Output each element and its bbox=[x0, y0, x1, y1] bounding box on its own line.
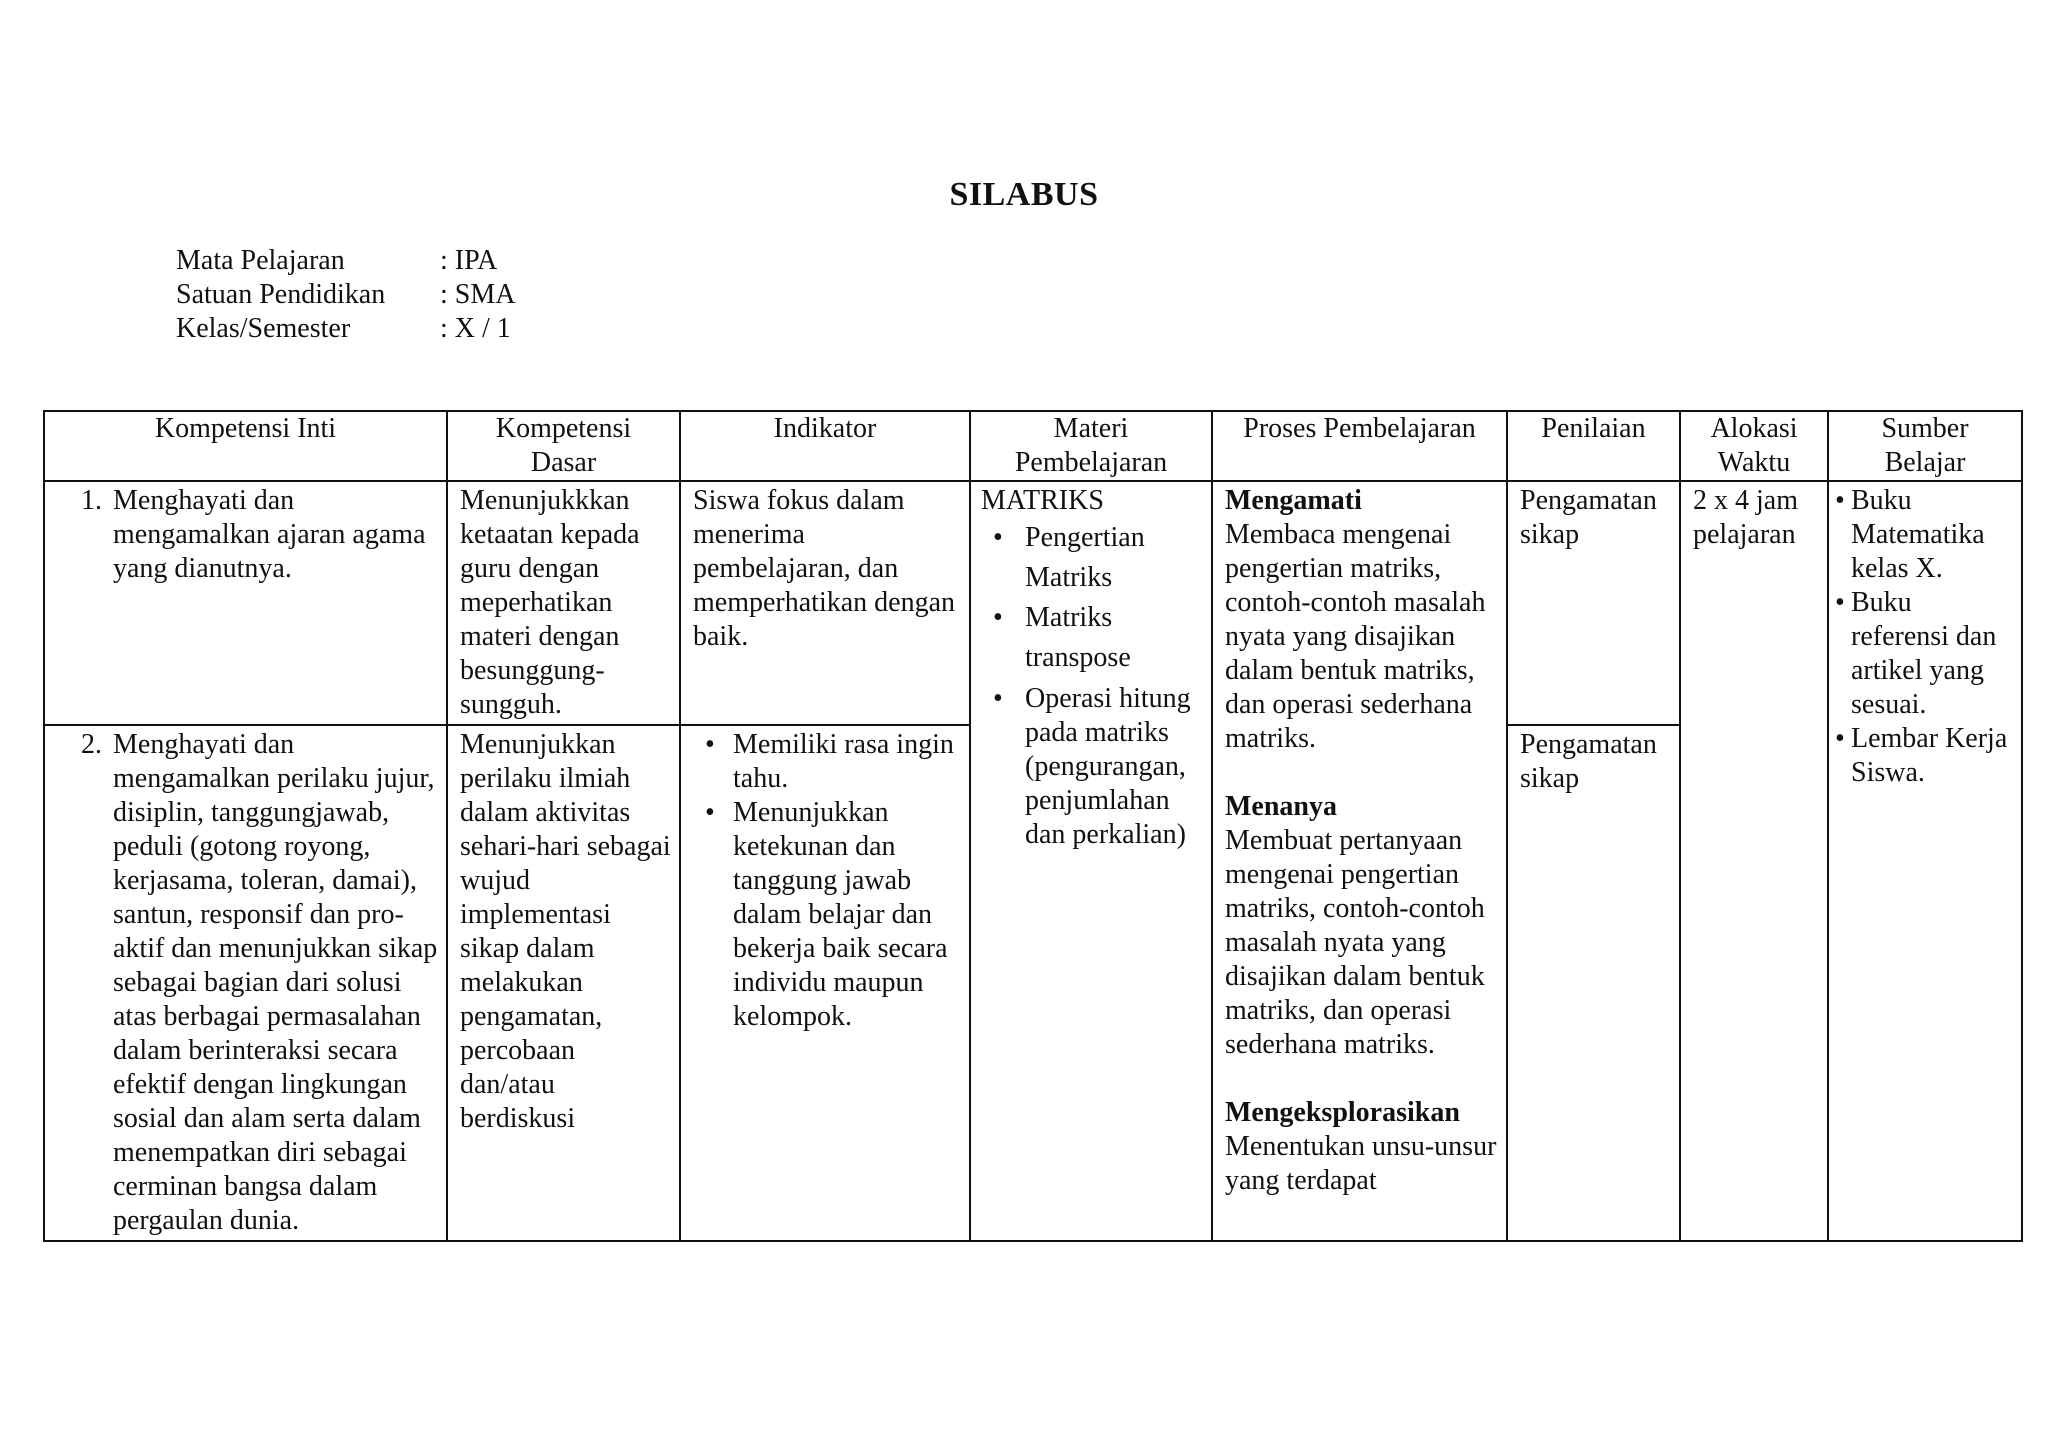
cell-kompetensi-dasar: Menunjukkan perilaku ilmiah dalam aktivitas sehari-hari sebagai wujud implementasi sikap dalam melakukan pengamatan, percobaan dan/atau berdiskusi bbox=[447, 725, 680, 1241]
header-alokasi: Alokasi Waktu bbox=[1680, 411, 1828, 481]
header-penilaian: Penilaian bbox=[1507, 411, 1680, 481]
step-title: Mengeksplorasikan bbox=[1225, 1097, 1460, 1128]
list-item: • Pengertian Matriks bbox=[1025, 518, 1205, 598]
cell-kompetensi-dasar: Menunjukkkan ketaatan kepada guru dengan meperhatikan materi dengan besunggung-sungguh. bbox=[447, 481, 680, 725]
ki-item: 2. Menghayati dan mengamalkan perilaku jujur, disiplin, tanggungjawab, peduli (gotong royong, kerjasama, toleran, damai), santun, responsif dan pro-aktif dan menunjukkan sikap sebagai bagian dari solusi atas berbagai permasalahan dalam berinteraksi secara efektif dengan lingkungan sosial dan alam serta dalam menempatkan diri sebagai cerminan bangsa dalam pergaulan dunia. bbox=[109, 728, 440, 1238]
cell-penilaian: Pengamatan sikap bbox=[1507, 725, 1680, 1241]
cell-penilaian: Pengamatan sikap bbox=[1507, 481, 1680, 725]
step-text: Membuat pertanyaan mengenai pengertian matriks, contoh-contoh masalah nyata yang disajikan dalam bentuk matriks, dan operasi sederhana matriks. bbox=[1225, 825, 1485, 1060]
cell-proses bbox=[1212, 481, 1507, 1241]
step-title: Menanya bbox=[1225, 791, 1337, 822]
cell-alokasi: 2 x 4 jam pelajaran bbox=[1680, 481, 1828, 1241]
step-title: Mengamati bbox=[1225, 485, 1362, 516]
step-text: Membaca mengenai pengertian matriks, contoh-contoh masalah nyata yang disajikan dalam bentuk matriks, dan operasi sederhana matriks. bbox=[1225, 519, 1486, 754]
cell-indikator: Siswa fokus dalam menerima pembelajaran, dan memperhatikan dengan baik. bbox=[680, 481, 970, 725]
table-row bbox=[44, 481, 2022, 725]
cell-kompetensi-inti bbox=[44, 481, 447, 725]
syllabus-table bbox=[43, 410, 2023, 1242]
list-item: • Menunjukkan ketekunan dan tanggung jawab dalam belajar dan bekerja baik secara individu maupun kelompok. bbox=[733, 796, 963, 1034]
step-text: Menentukan unsu-unsur yang terdapat bbox=[1225, 1131, 1497, 1196]
info-value: : IPA bbox=[440, 245, 498, 276]
info-label: Kelas/Semester bbox=[176, 313, 351, 344]
course-info bbox=[176, 244, 515, 346]
header-kompetensi-dasar: Kompetensi Dasar bbox=[447, 411, 680, 481]
info-row-school-level bbox=[176, 278, 515, 312]
header-row bbox=[44, 411, 2022, 481]
list-item: • Buku referensi dan artikel yang sesuai. bbox=[1851, 586, 2015, 722]
header-sumber: Sumber Belajar bbox=[1828, 411, 2022, 481]
header-kompetensi-inti: Kompetensi Inti bbox=[44, 411, 447, 481]
cell-sumber bbox=[1828, 481, 2022, 1241]
info-value: : X / 1 bbox=[440, 313, 511, 344]
header-indikator: Indikator bbox=[680, 411, 970, 481]
cell-indikator bbox=[680, 725, 970, 1241]
header-proses: Proses Pembelajaran bbox=[1212, 411, 1507, 481]
materi-heading: MATRIKS bbox=[981, 485, 1104, 516]
cell-kompetensi-inti bbox=[44, 725, 447, 1241]
list-item: • Memiliki rasa ingin tahu. bbox=[733, 728, 963, 796]
list-item: • Lembar Kerja Siswa. bbox=[1851, 722, 2015, 790]
info-label: Satuan Pendidikan bbox=[176, 279, 386, 310]
list-item: • Operasi hitung pada matriks (pengurangan, penjumlahan dan perkalian) bbox=[1025, 678, 1205, 852]
info-label: Mata Pelajaran bbox=[176, 245, 345, 276]
document-title: SILABUS bbox=[949, 176, 1099, 213]
indikator-list bbox=[703, 728, 963, 1034]
sumber-list bbox=[1837, 484, 2015, 790]
info-row-class-semester bbox=[176, 312, 515, 346]
list-item: • Buku Matematika kelas X. bbox=[1851, 484, 2015, 586]
cell-materi bbox=[970, 481, 1212, 1241]
list-item: • Matriks transpose bbox=[1025, 598, 1205, 678]
info-value: : SMA bbox=[440, 279, 516, 310]
header-materi: Materi Pembelajaran bbox=[970, 411, 1212, 481]
ki-item: 1. Menghayati dan mengamalkan ajaran agama yang dianutnya. bbox=[109, 484, 440, 586]
info-row-subject bbox=[176, 244, 515, 278]
materi-list bbox=[981, 518, 1205, 852]
